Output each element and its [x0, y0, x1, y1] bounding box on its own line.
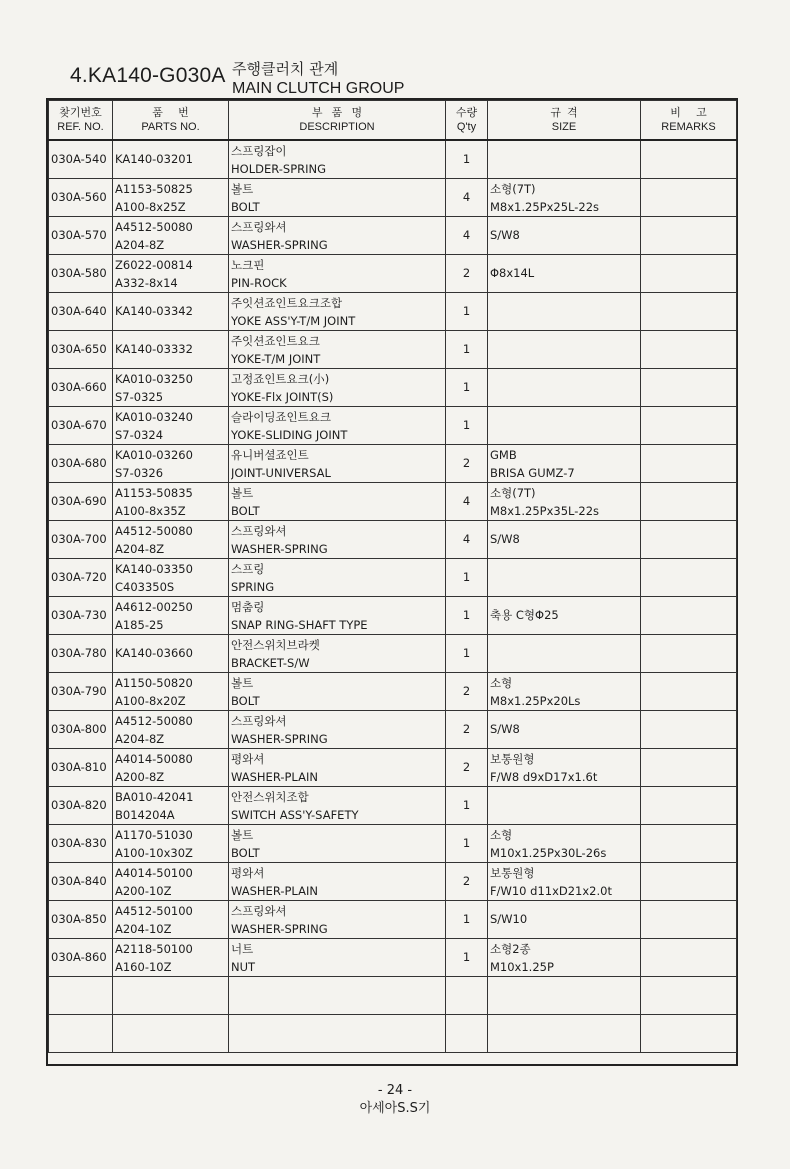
part-number-line: A100-8x25Z: [115, 199, 186, 214]
quantity: 1: [446, 939, 488, 977]
table-row: [49, 673, 737, 711]
quantity: 4: [446, 217, 488, 255]
size-line: F/W10 d11xD21x2.0t: [490, 883, 612, 898]
quantity: 1: [446, 825, 488, 863]
size-line: BRISA GUMZ-7: [490, 465, 575, 480]
description: [229, 597, 446, 635]
description-line: YOKE-Flx JOINT(S): [231, 389, 334, 404]
empty-cell: [641, 977, 737, 1015]
empty-cell: [49, 977, 113, 1015]
quantity: 2: [446, 749, 488, 787]
table-row: [49, 293, 737, 331]
table-row: [49, 179, 737, 217]
remarks: [641, 369, 737, 407]
size-line: F/W8 d9xD17x1.6t: [490, 769, 598, 784]
part-number-line: A1150-50820: [115, 675, 193, 690]
size-line: 소형(7T): [490, 485, 536, 500]
description-line: 스프링잡이: [231, 143, 287, 158]
size: [488, 749, 641, 787]
part-number-line: A204-8Z: [115, 237, 165, 252]
size-line: 소형(7T): [490, 181, 536, 196]
part-number: [113, 863, 229, 901]
ref-number: 030A-560: [49, 179, 113, 217]
quantity: 1: [446, 635, 488, 673]
col-ref: 찾기번호 REF. NO.: [49, 101, 113, 141]
table-row: [49, 597, 737, 635]
description-line: HOLDER-SPRING: [231, 161, 327, 176]
table-row: [49, 217, 737, 255]
table-row: [49, 559, 737, 597]
part-number: [113, 369, 229, 407]
description-line: SNAP RING-SHAFT TYPE: [231, 617, 368, 632]
description: [229, 901, 446, 939]
size: [488, 369, 641, 407]
description-line: SWITCH ASS'Y-SAFETY: [231, 807, 359, 822]
description: [229, 559, 446, 597]
description-line: 스프링와셔: [231, 903, 287, 918]
size-line: M8x1.25Px35L-22s: [490, 503, 600, 518]
remarks: [641, 635, 737, 673]
description-line: 유니버셜죠인트: [231, 447, 309, 462]
description: [229, 749, 446, 787]
part-number-line: A4512-50080: [115, 219, 193, 234]
remarks: [641, 140, 737, 179]
description-line: 노크핀: [231, 257, 265, 272]
quantity: 4: [446, 521, 488, 559]
part-number-line: Z6022-00814: [115, 257, 193, 272]
part-number-line: A1153-50825: [115, 181, 193, 196]
col-parts: 품 번 PARTS NO.: [113, 101, 229, 141]
description-line: BOLT: [231, 693, 260, 708]
size: Φ8x14L: [488, 255, 641, 293]
quantity: 4: [446, 483, 488, 521]
description-line: 볼트: [231, 675, 254, 690]
description-line: 슬라이딩죠인트요크: [231, 409, 331, 424]
part-number-line: A100-8x20Z: [115, 693, 186, 708]
description-line: 고정죠인트요크(小): [231, 371, 330, 386]
size: S/W8: [488, 217, 641, 255]
ref-number: 030A-580: [49, 255, 113, 293]
remarks: [641, 331, 737, 369]
parts-table: [48, 100, 737, 1053]
description-line: 스프링와셔: [231, 219, 287, 234]
description: [229, 939, 446, 977]
description-line: 볼트: [231, 181, 254, 196]
size: S/W8: [488, 521, 641, 559]
size: S/W8: [488, 711, 641, 749]
description-line: 평와셔: [231, 865, 265, 880]
part-number-line: A4512-50100: [115, 903, 193, 918]
part-number-line: KA010-03250: [115, 371, 193, 386]
part-number-line: C403350S: [115, 579, 175, 594]
description-line: WASHER-SPRING: [231, 541, 328, 556]
ref-number: 030A-680: [49, 445, 113, 483]
description-line: WASHER-PLAIN: [231, 769, 318, 784]
part-number-line: KA010-03260: [115, 447, 193, 462]
table-row: [49, 863, 737, 901]
part-number-line: A4014-50100: [115, 865, 193, 880]
remarks: [641, 939, 737, 977]
size-line: 소형: [490, 827, 513, 842]
description-line: BRACKET-S/W: [231, 655, 310, 670]
description: [229, 787, 446, 825]
description: [229, 673, 446, 711]
size-line: 보통원형: [490, 751, 535, 766]
description-line: 스프링와셔: [231, 713, 287, 728]
parts-table-frame: [46, 98, 738, 1066]
size-line: 소형: [490, 675, 513, 690]
remarks: [641, 901, 737, 939]
part-number-line: A200-8Z: [115, 769, 165, 784]
group-title-en: MAIN CLUTCH GROUP: [232, 80, 405, 97]
part-number: KA140-03660: [113, 635, 229, 673]
part-number: [113, 901, 229, 939]
empty-cell: [488, 1015, 641, 1053]
empty-cell: [641, 1015, 737, 1053]
ref-number: 030A-720: [49, 559, 113, 597]
description: [229, 407, 446, 445]
description-line: 주잇션죠인트요크: [231, 333, 320, 348]
table-row: [49, 407, 737, 445]
table-header: [49, 101, 737, 141]
quantity: 2: [446, 445, 488, 483]
description-line: 볼트: [231, 485, 254, 500]
size-line: M10x1.25P: [490, 959, 554, 974]
col-remarks: 비 고 REMARKS: [641, 101, 737, 141]
col-qty: 수량 Q'ty: [446, 101, 488, 141]
quantity: 1: [446, 559, 488, 597]
remarks: [641, 407, 737, 445]
part-number: [113, 749, 229, 787]
part-number: [113, 255, 229, 293]
empty-cell: [49, 1015, 113, 1053]
quantity: 1: [446, 369, 488, 407]
empty-cell: [446, 977, 488, 1015]
size: [488, 825, 641, 863]
description-line: YOKE ASS'Y-T/M JOINT: [231, 313, 356, 328]
size: [488, 445, 641, 483]
description: [229, 635, 446, 673]
page-number: - 24 -: [377, 1083, 413, 1098]
ref-number: 030A-820: [49, 787, 113, 825]
description: [229, 825, 446, 863]
size: S/W10: [488, 901, 641, 939]
part-number: [113, 483, 229, 521]
table-row: [49, 635, 737, 673]
description-line: SPRING: [231, 579, 275, 594]
part-number: [113, 673, 229, 711]
ref-number: 030A-800: [49, 711, 113, 749]
part-number-line: S7-0324: [115, 427, 164, 442]
size: [488, 407, 641, 445]
remarks: [641, 293, 737, 331]
description-line: 멈춤링: [231, 599, 265, 614]
remarks: [641, 597, 737, 635]
description-line: 스프링와셔: [231, 523, 287, 538]
part-number: [113, 597, 229, 635]
part-number: [113, 825, 229, 863]
description: [229, 179, 446, 217]
part-number-line: A200-10Z: [115, 883, 172, 898]
description: [229, 711, 446, 749]
part-number: KA140-03332: [113, 331, 229, 369]
part-number: [113, 521, 229, 559]
part-number: [113, 217, 229, 255]
ref-number: 030A-780: [49, 635, 113, 673]
part-number-line: A4612-00250: [115, 599, 193, 614]
description-line: WASHER-SPRING: [231, 237, 328, 252]
part-number: [113, 179, 229, 217]
description-line: YOKE-T/M JOINT: [231, 351, 321, 366]
description-line: BOLT: [231, 845, 260, 860]
ref-number: 030A-830: [49, 825, 113, 863]
remarks: [641, 825, 737, 863]
description-line: 주잇션죠인트요크조합: [231, 295, 343, 310]
remarks: [641, 255, 737, 293]
ref-number: 030A-690: [49, 483, 113, 521]
ref-number: 030A-860: [49, 939, 113, 977]
table-row: [49, 711, 737, 749]
table-row: [49, 825, 737, 863]
description: [229, 521, 446, 559]
empty-row: [49, 1015, 737, 1053]
table-row: [49, 140, 737, 179]
size: [488, 673, 641, 711]
quantity: 2: [446, 863, 488, 901]
description: [229, 445, 446, 483]
ref-number: 030A-670: [49, 407, 113, 445]
description-line: NUT: [231, 959, 256, 974]
remarks: [641, 787, 737, 825]
col-size: 규 격 SIZE: [488, 101, 641, 141]
group-title: [232, 60, 404, 98]
table-row: [49, 901, 737, 939]
description: [229, 863, 446, 901]
part-number: [113, 711, 229, 749]
group-title-ko: 주행클러치 관계: [232, 60, 339, 78]
group-code: 4.KA140-G030A: [70, 64, 226, 87]
description-line: WASHER-SPRING: [231, 731, 328, 746]
description-line: YOKE-SLIDING JOINT: [231, 427, 348, 442]
part-number: [113, 407, 229, 445]
quantity: 1: [446, 597, 488, 635]
size: [488, 483, 641, 521]
quantity: 4: [446, 179, 488, 217]
description: [229, 293, 446, 331]
description-line: PIN-ROCK: [231, 275, 287, 290]
description-line: WASHER-PLAIN: [231, 883, 318, 898]
ref-number: 030A-840: [49, 863, 113, 901]
description-line: 평와셔: [231, 751, 265, 766]
description: [229, 369, 446, 407]
description-line: 안전스위치브라켓: [231, 637, 320, 652]
part-number: [113, 559, 229, 597]
part-number-line: A1153-50835: [115, 485, 193, 500]
remarks: [641, 559, 737, 597]
part-number-line: A4512-50080: [115, 713, 193, 728]
part-number-line: A332-8x14: [115, 275, 178, 290]
ref-number: 030A-700: [49, 521, 113, 559]
part-number-line: BA010-42041: [115, 789, 194, 804]
size-line: 소형2종: [490, 941, 531, 956]
size: [488, 179, 641, 217]
quantity: 1: [446, 293, 488, 331]
size-line: M10x1.25Px30L-26s: [490, 845, 607, 860]
size-line: 보통원형: [490, 865, 535, 880]
part-number-line: B014204A: [115, 807, 175, 822]
part-number-line: A4512-50080: [115, 523, 193, 538]
table-row: [49, 749, 737, 787]
remarks: [641, 863, 737, 901]
ref-number: 030A-650: [49, 331, 113, 369]
description: [229, 217, 446, 255]
part-number-line: A204-8Z: [115, 731, 165, 746]
table-row: [49, 331, 737, 369]
table-body: [49, 140, 737, 1053]
description: [229, 483, 446, 521]
size: [488, 863, 641, 901]
part-number: [113, 939, 229, 977]
remarks: [641, 673, 737, 711]
empty-cell: [229, 1015, 446, 1053]
table-row: [49, 521, 737, 559]
col-desc: 부 품 명 DESCRIPTION: [229, 101, 446, 141]
part-number-line: A100-10x30Z: [115, 845, 193, 860]
size: 축용 C형Φ25: [488, 597, 641, 635]
part-number: [113, 787, 229, 825]
size: [488, 787, 641, 825]
empty-cell: [229, 977, 446, 1015]
part-number-line: A160-10Z: [115, 959, 172, 974]
size: [488, 331, 641, 369]
quantity: 2: [446, 673, 488, 711]
ref-number: 030A-730: [49, 597, 113, 635]
description-line: JOINT-UNIVERSAL: [231, 465, 331, 480]
part-number-line: A4014-50080: [115, 751, 193, 766]
remarks: [641, 521, 737, 559]
quantity: 1: [446, 140, 488, 179]
part-number-line: A204-8Z: [115, 541, 165, 556]
table-row: [49, 939, 737, 977]
table-row: [49, 787, 737, 825]
size-line: GMB: [490, 447, 517, 462]
size: [488, 140, 641, 179]
empty-cell: [488, 977, 641, 1015]
size: [488, 635, 641, 673]
quantity: 1: [446, 407, 488, 445]
part-number-line: A185-25: [115, 617, 164, 632]
size-line: M8x1.25Px25L-22s: [490, 199, 600, 214]
description-line: 스프링: [231, 561, 265, 576]
ref-number: 030A-540: [49, 140, 113, 179]
part-number: [113, 445, 229, 483]
empty-cell: [446, 1015, 488, 1053]
description-line: BOLT: [231, 503, 260, 518]
remarks: [641, 483, 737, 521]
size-line: [490, 142, 638, 160]
size: [488, 559, 641, 597]
part-number-line: A2118-50100: [115, 941, 193, 956]
description-line: 안전스위치조합: [231, 789, 309, 804]
table-row: [49, 255, 737, 293]
ref-number: 030A-570: [49, 217, 113, 255]
part-number-line: S7-0325: [115, 389, 164, 404]
remarks: [641, 711, 737, 749]
quantity: 2: [446, 711, 488, 749]
size-line: [490, 160, 638, 178]
ref-number: 030A-850: [49, 901, 113, 939]
description-line: 너트: [231, 941, 254, 956]
remarks: [641, 179, 737, 217]
table-row: [49, 369, 737, 407]
remarks: [641, 749, 737, 787]
remarks: [641, 445, 737, 483]
empty-cell: [113, 977, 229, 1015]
size-line: M8x1.25Px20Ls: [490, 693, 581, 708]
part-number: KA140-03201: [113, 140, 229, 179]
description-line: WASHER-SPRING: [231, 921, 328, 936]
table-row: [49, 483, 737, 521]
page-footer: [0, 1082, 790, 1118]
size: [488, 293, 641, 331]
ref-number: 030A-810: [49, 749, 113, 787]
ref-number: 030A-660: [49, 369, 113, 407]
size: [488, 939, 641, 977]
description-line: 볼트: [231, 827, 254, 842]
ref-number: 030A-640: [49, 293, 113, 331]
quantity: 1: [446, 331, 488, 369]
quantity: 1: [446, 901, 488, 939]
quantity: 2: [446, 255, 488, 293]
description-line: BOLT: [231, 199, 260, 214]
part-number-line: A100-8x35Z: [115, 503, 186, 518]
remarks: [641, 217, 737, 255]
part-number-line: A204-10Z: [115, 921, 172, 936]
part-number: KA140-03342: [113, 293, 229, 331]
description: [229, 331, 446, 369]
part-number-line: A1170-51030: [115, 827, 193, 842]
empty-row: [49, 977, 737, 1015]
description: [229, 255, 446, 293]
part-number-line: KA010-03240: [115, 409, 193, 424]
company-name: 아세아S.S기: [359, 1101, 431, 1116]
part-number-line: S7-0326: [115, 465, 164, 480]
description: [229, 140, 446, 179]
empty-cell: [113, 1015, 229, 1053]
part-number-line: KA140-03350: [115, 561, 193, 576]
table-row: [49, 445, 737, 483]
quantity: 1: [446, 787, 488, 825]
ref-number: 030A-790: [49, 673, 113, 711]
